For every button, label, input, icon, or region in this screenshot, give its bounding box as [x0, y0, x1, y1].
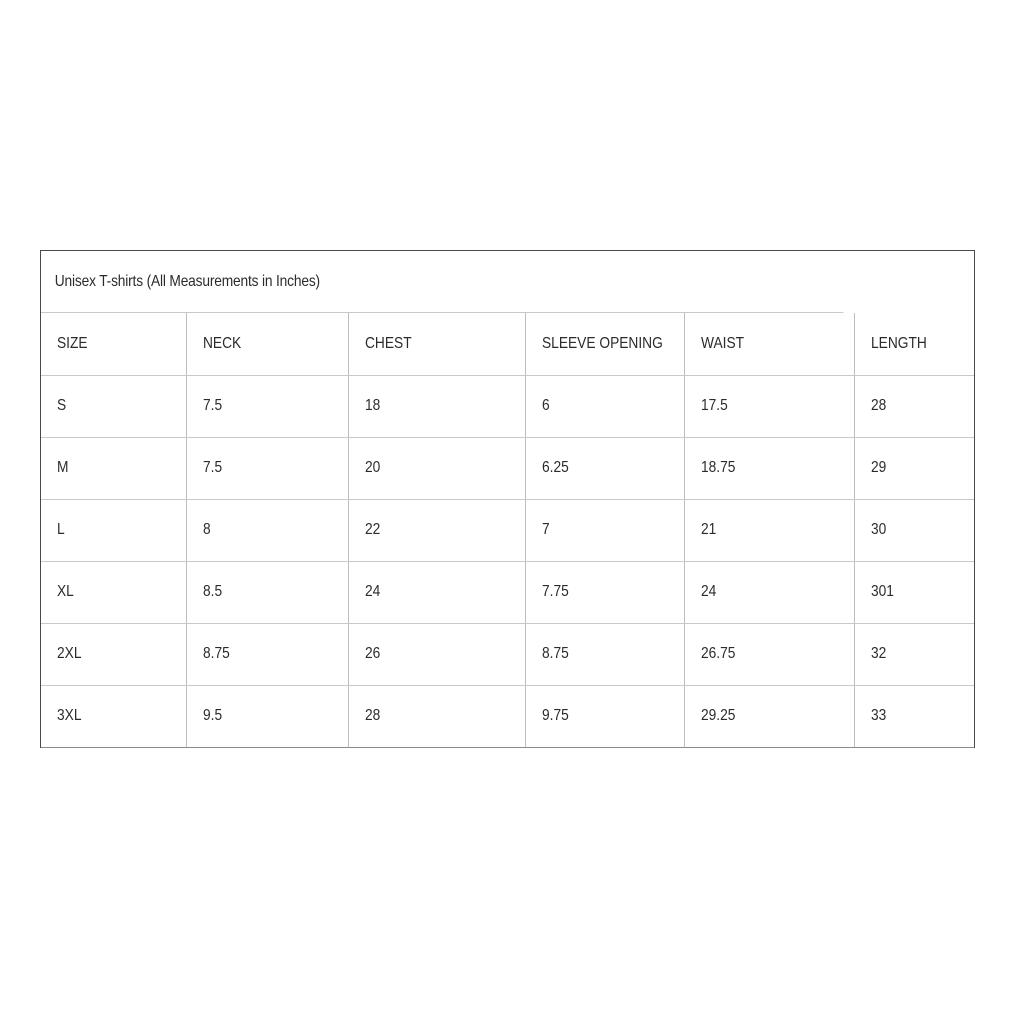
table-cell: 18.75: [684, 437, 854, 499]
header-cell-sleeve-opening: SLEEVE OPENING: [525, 313, 684, 375]
table-cell: 29: [854, 437, 974, 499]
size-table: [41, 313, 974, 748]
table-cell: 26: [348, 623, 525, 685]
table-cell: 9.75: [525, 685, 684, 747]
table-cell: 301: [854, 561, 974, 623]
table-cell: 24: [348, 561, 525, 623]
table-cell: 9.5: [186, 685, 348, 747]
size-chart: [40, 250, 975, 748]
table-cell: 24: [684, 561, 854, 623]
table-cell: 28: [348, 685, 525, 747]
table-row: [41, 499, 974, 561]
table-cell: 29.25: [684, 685, 854, 747]
header-cell-waist: WAIST: [684, 313, 854, 375]
table-cell: S: [41, 375, 186, 437]
table-cell: 2XL: [41, 623, 186, 685]
table-cell: 8: [186, 499, 348, 561]
table-cell: L: [41, 499, 186, 561]
header-cell-length: LENGTH: [854, 313, 974, 375]
table-cell: 22: [348, 499, 525, 561]
table-row: [41, 561, 974, 623]
table-row: [41, 375, 974, 437]
table-cell: 17.5: [684, 375, 854, 437]
table-cell: 3XL: [41, 685, 186, 747]
table-cell: 8.75: [186, 623, 348, 685]
header-cell-neck: NECK: [186, 313, 348, 375]
table-cell: XL: [41, 561, 186, 623]
table-row: [41, 437, 974, 499]
table-cell: 30: [854, 499, 974, 561]
table-row: [41, 623, 974, 685]
table-cell: 26.75: [684, 623, 854, 685]
table-cell: 20: [348, 437, 525, 499]
table-cell: 6: [525, 375, 684, 437]
table-cell: 32: [854, 623, 974, 685]
header-cell-chest: CHEST: [348, 313, 525, 375]
table-cell: 7.5: [186, 375, 348, 437]
table-row: [41, 685, 974, 747]
table-cell: 33: [854, 685, 974, 747]
table-cell: 18: [348, 375, 525, 437]
table-cell: 8.75: [525, 623, 684, 685]
table-cell: 8.5: [186, 561, 348, 623]
table-cell: 21: [684, 499, 854, 561]
header-cell-size: SIZE: [41, 313, 186, 375]
table-cell: 7.5: [186, 437, 348, 499]
table-caption: Unisex T-shirts (All Measurements in Inches): [41, 251, 843, 313]
header-row: [41, 313, 974, 375]
table-cell: 6.25: [525, 437, 684, 499]
table-cell: 7: [525, 499, 684, 561]
table-cell: M: [41, 437, 186, 499]
table-cell: 28: [854, 375, 974, 437]
table-cell: 7.75: [525, 561, 684, 623]
